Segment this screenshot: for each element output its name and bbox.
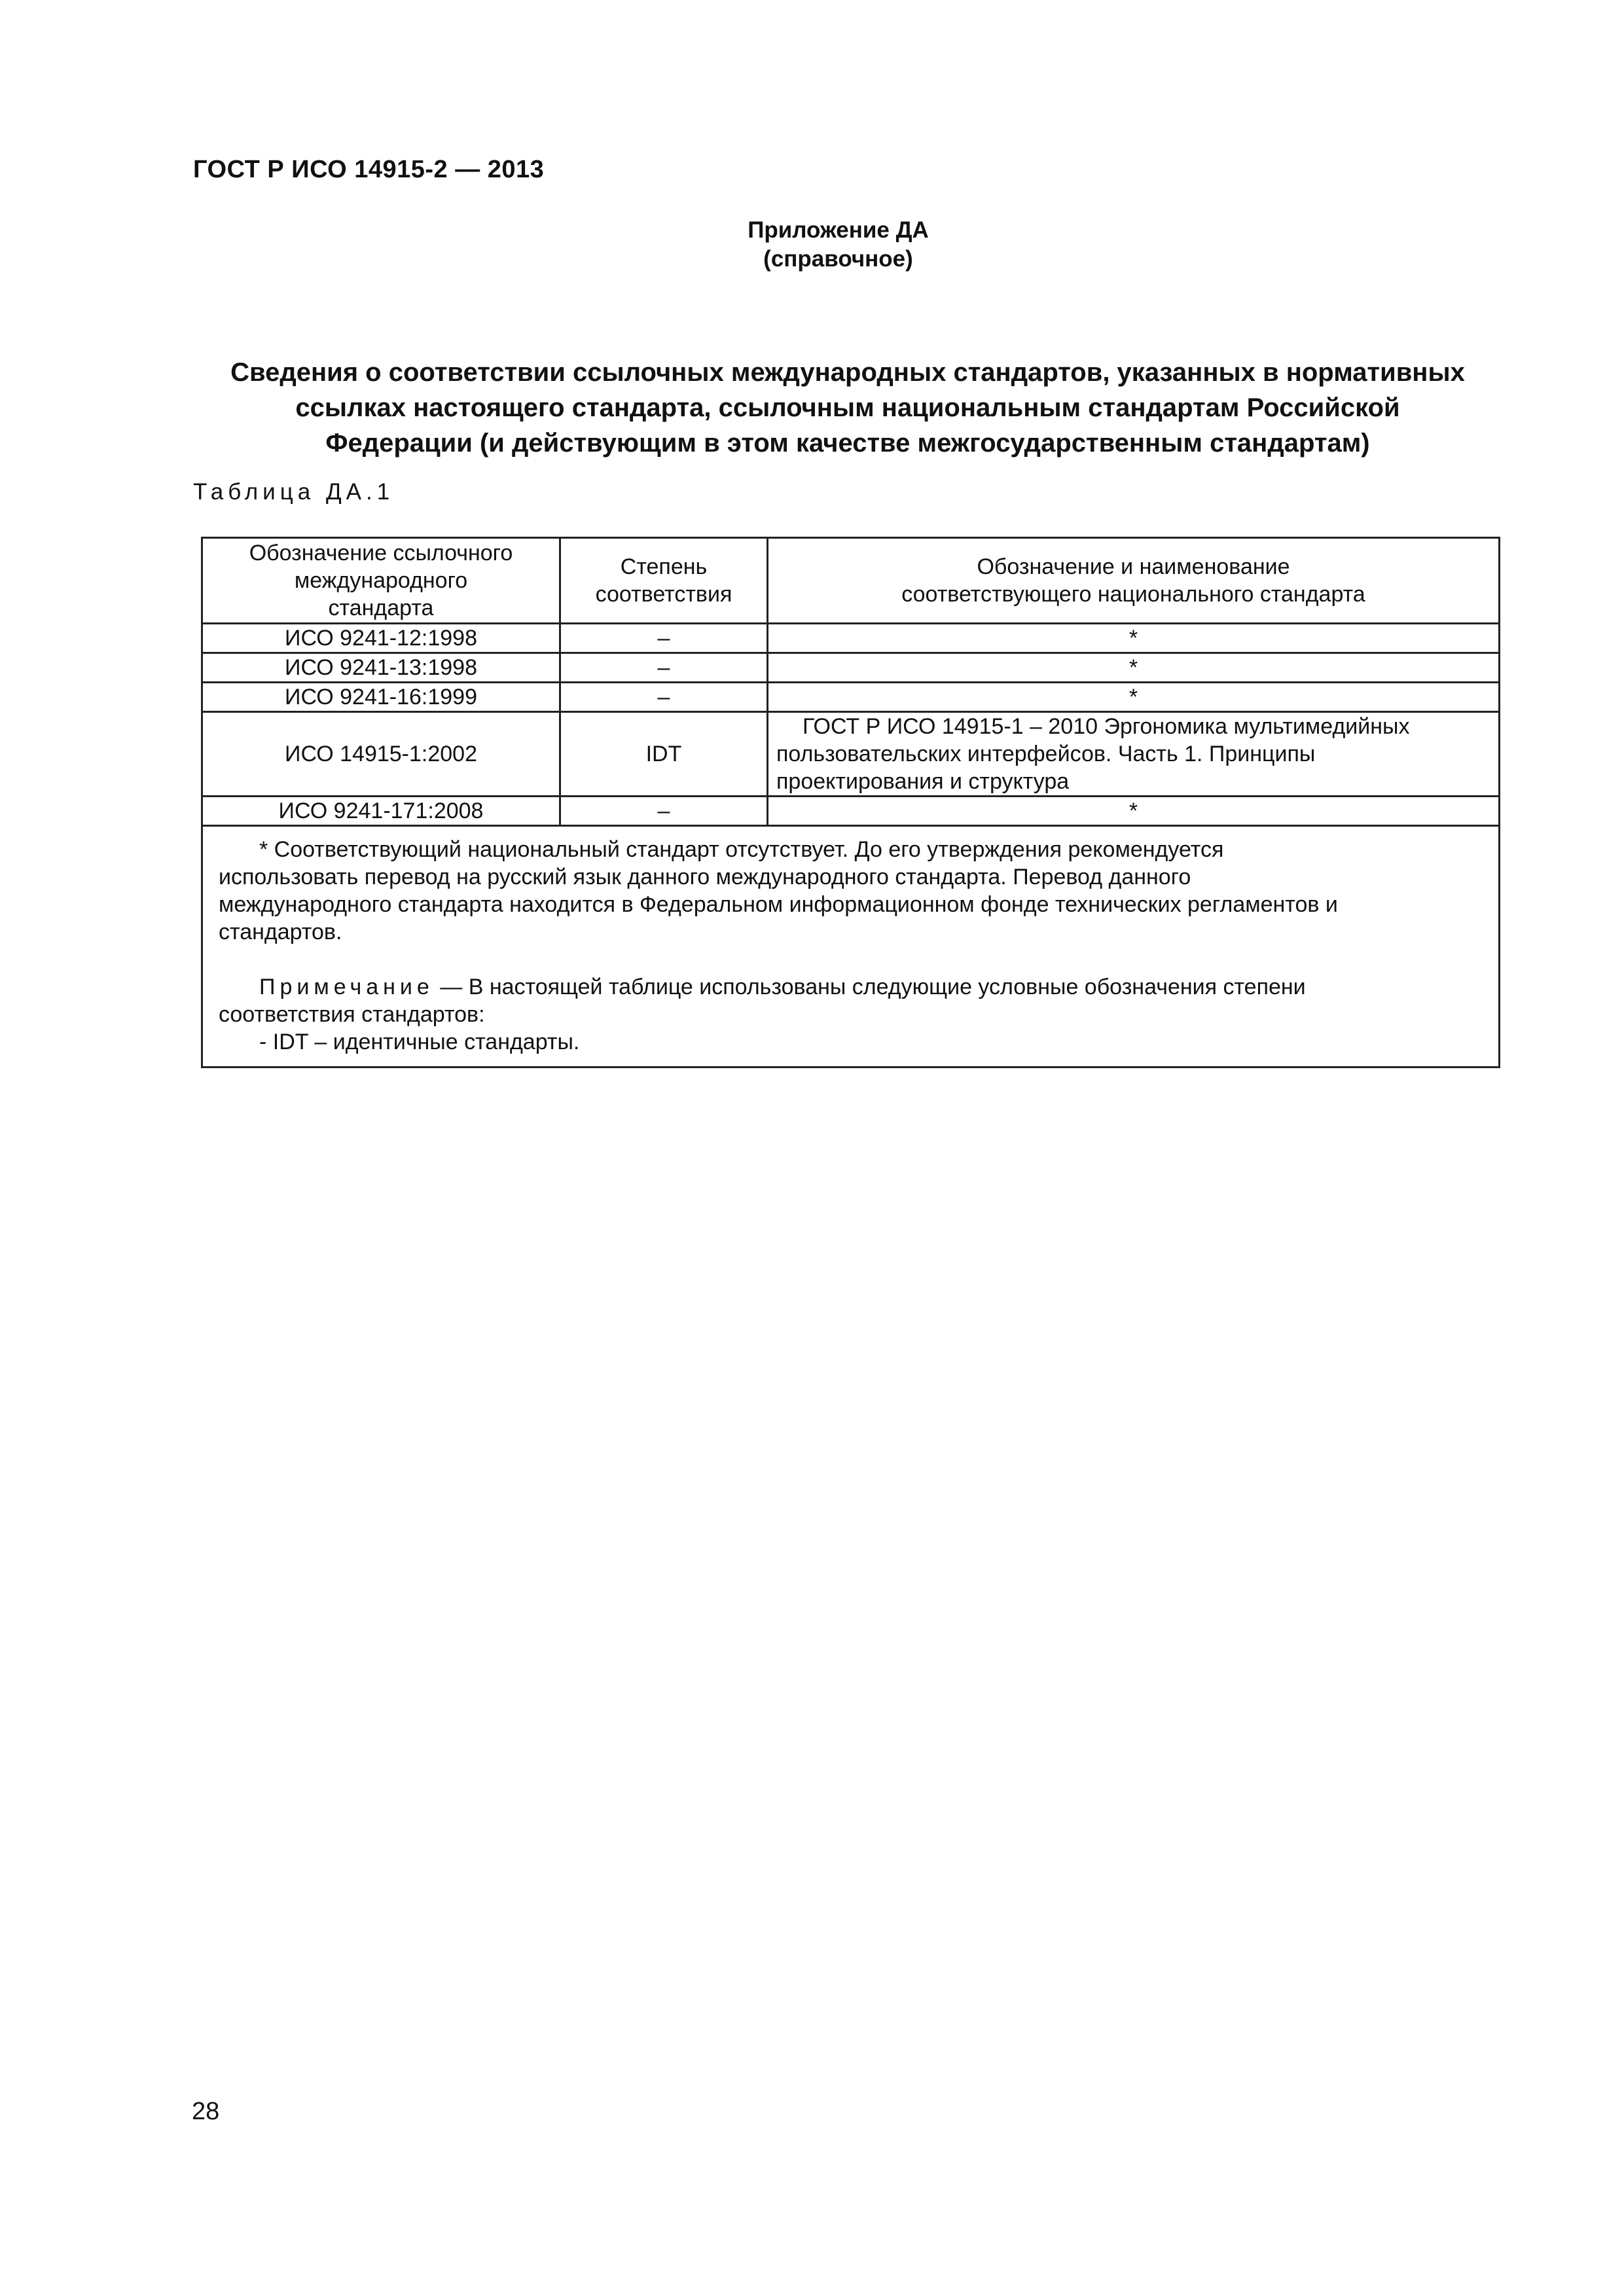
ref-cell: ИСО 14915-1:2002 bbox=[202, 712, 560, 797]
document-code: ГОСТ Р ИСО 14915-2 — 2013 bbox=[193, 156, 545, 183]
table-row bbox=[202, 683, 1500, 712]
table-label: Таблица ДА.1 bbox=[193, 479, 395, 505]
note-line bbox=[219, 973, 1483, 1001]
table-footnote bbox=[202, 826, 1500, 1067]
header-line: международного bbox=[294, 568, 468, 593]
national-cell: * bbox=[768, 797, 1500, 826]
header-line: Обозначение ссылочного bbox=[249, 541, 513, 565]
appendix-type: (справочное) bbox=[763, 246, 913, 272]
national-cell bbox=[768, 712, 1500, 797]
table-header-row bbox=[202, 538, 1500, 624]
table-row bbox=[202, 712, 1500, 797]
national-cell: * bbox=[768, 624, 1500, 653]
ref-cell: ИСО 9241-171:2008 bbox=[202, 797, 560, 826]
header-line: соответствия bbox=[595, 582, 732, 607]
header-line: Обозначение и наименование bbox=[977, 554, 1290, 579]
table-row bbox=[202, 624, 1500, 653]
degree-cell: – bbox=[560, 683, 768, 712]
table-row bbox=[202, 653, 1500, 683]
header-ref-standard bbox=[202, 538, 560, 624]
national-line: пользовательских интерфейсов. Часть 1. Принципы bbox=[776, 742, 1316, 766]
degree-cell: – bbox=[560, 797, 768, 826]
footnote-line: стандартов. bbox=[219, 920, 342, 944]
degree-cell: – bbox=[560, 624, 768, 653]
note-line: соответствия стандартов: bbox=[219, 1002, 485, 1027]
degree-cell: – bbox=[560, 653, 768, 683]
national-line: ГОСТ Р ИСО 14915-1 – 2010 Эргономика мультимедийных bbox=[803, 714, 1410, 739]
header-line: Степень bbox=[620, 554, 708, 579]
section-title-line: Сведения о соответствии ссылочных международных стандартов, указанных в нормативных bbox=[230, 358, 1465, 387]
ref-cell: ИСО 9241-12:1998 bbox=[202, 624, 560, 653]
section-title-line: Федерации (и действующим в этом качестве межгосударственным стандартам) bbox=[325, 429, 1370, 457]
header-national-standard bbox=[768, 538, 1500, 624]
national-cell: * bbox=[768, 683, 1500, 712]
ref-cell: ИСО 9241-13:1998 bbox=[202, 653, 560, 683]
table-row bbox=[202, 797, 1500, 826]
note-item: - IDT – идентичные стандарты. bbox=[259, 1030, 580, 1054]
table-footer-row bbox=[202, 826, 1500, 1067]
page-number: 28 bbox=[192, 2098, 220, 2125]
national-cell: * bbox=[768, 653, 1500, 683]
header-degree bbox=[560, 538, 768, 624]
national-line: проектирования и структура bbox=[776, 769, 1070, 794]
ref-cell: ИСО 9241-16:1999 bbox=[202, 683, 560, 712]
degree-cell: IDT bbox=[560, 712, 768, 797]
appendix-heading bbox=[0, 216, 1624, 274]
footnote-line: * Соответствующий национальный стандарт отсутствует. До его утверждения рекомендуется bbox=[259, 837, 1224, 862]
header-line: соответствующего национального стандарта bbox=[901, 582, 1365, 607]
header-line: стандарта bbox=[328, 596, 434, 620]
footnote-line: использовать перевод на русский язык данного международного стандарта. Перевод данного bbox=[219, 865, 1191, 889]
note-text: — В настоящей таблице использованы следующие условные обозначения степени bbox=[433, 975, 1306, 999]
correspondence-table bbox=[201, 537, 1500, 1068]
section-title bbox=[196, 355, 1499, 461]
appendix-title: Приложение ДА bbox=[748, 217, 929, 243]
footnote-line: международного стандарта находится в Федеральном информационном фонде технических регламентов и bbox=[219, 892, 1338, 917]
note-label: Примечание bbox=[259, 975, 434, 999]
section-title-line: ссылках настоящего стандарта, ссылочным национальным стандартам Российской bbox=[295, 393, 1400, 422]
